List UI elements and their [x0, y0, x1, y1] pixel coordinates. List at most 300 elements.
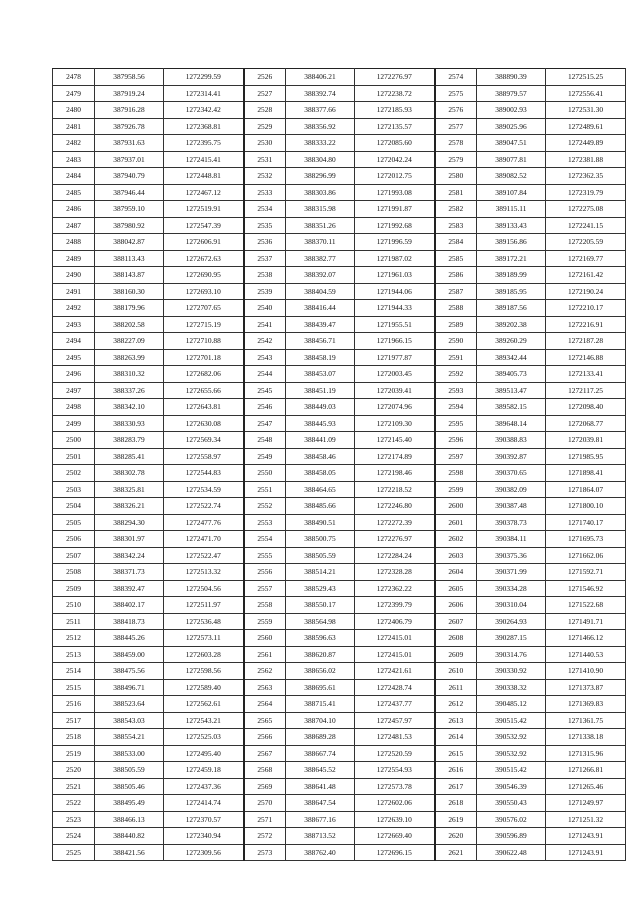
- x-coordinate-cell: 389189.99: [477, 267, 546, 284]
- point-number-cell: 2598: [435, 465, 477, 482]
- y-coordinate-cell: 1272216.91: [546, 316, 626, 333]
- x-coordinate-cell: 389648.14: [477, 415, 546, 432]
- point-number-cell: 2590: [435, 333, 477, 350]
- x-coordinate-cell: 390375.36: [477, 547, 546, 564]
- table-row: [53, 564, 626, 581]
- point-number-cell: 2482: [53, 135, 95, 152]
- table-row: [53, 844, 626, 861]
- x-coordinate-cell: 390384.11: [477, 531, 546, 548]
- point-number-cell: 2572: [244, 828, 286, 845]
- table-row: [53, 300, 626, 317]
- point-number-cell: 2552: [244, 498, 286, 515]
- x-coordinate-cell: 388564.98: [286, 613, 355, 630]
- point-number-cell: 2536: [244, 234, 286, 251]
- x-coordinate-cell: 388445.26: [95, 630, 164, 647]
- point-number-cell: 2566: [244, 729, 286, 746]
- table-row: [53, 415, 626, 432]
- point-number-cell: 2525: [53, 844, 95, 861]
- x-coordinate-cell: 388514.21: [286, 564, 355, 581]
- point-number-cell: 2560: [244, 630, 286, 647]
- point-number-cell: 2494: [53, 333, 95, 350]
- x-coordinate-cell: 388695.61: [286, 679, 355, 696]
- point-number-cell: 2547: [244, 415, 286, 432]
- x-coordinate-cell: 388325.81: [95, 481, 164, 498]
- y-coordinate-cell: 1271991.87: [355, 201, 435, 218]
- x-coordinate-cell: 390370.65: [477, 465, 546, 482]
- point-number-cell: 2555: [244, 547, 286, 564]
- point-number-cell: 2492: [53, 300, 95, 317]
- table-row: [53, 432, 626, 449]
- point-number-cell: 2486: [53, 201, 95, 218]
- x-coordinate-cell: 388715.41: [286, 696, 355, 713]
- y-coordinate-cell: 1271466.12: [546, 630, 626, 647]
- point-number-cell: 2601: [435, 514, 477, 531]
- y-coordinate-cell: 1272437.77: [355, 696, 435, 713]
- point-number-cell: 2501: [53, 448, 95, 465]
- point-number-cell: 2528: [244, 102, 286, 119]
- x-coordinate-cell: 388304.80: [286, 151, 355, 168]
- x-coordinate-cell: 387931.63: [95, 135, 164, 152]
- y-coordinate-cell: 1271592.71: [546, 564, 626, 581]
- x-coordinate-cell: 388179.96: [95, 300, 164, 317]
- table-row: [53, 283, 626, 300]
- point-number-cell: 2594: [435, 399, 477, 416]
- y-coordinate-cell: 1272602.06: [355, 795, 435, 812]
- y-coordinate-cell: 1272715.19: [164, 316, 244, 333]
- x-coordinate-cell: 387959.10: [95, 201, 164, 218]
- point-number-cell: 2589: [435, 316, 477, 333]
- x-coordinate-cell: 388704.10: [286, 712, 355, 729]
- y-coordinate-cell: 1272218.52: [355, 481, 435, 498]
- x-coordinate-cell: 389156.86: [477, 234, 546, 251]
- x-coordinate-cell: 388485.66: [286, 498, 355, 515]
- table-row: [53, 184, 626, 201]
- x-coordinate-cell: 390330.92: [477, 663, 546, 680]
- x-coordinate-cell: 388263.99: [95, 349, 164, 366]
- table-row: [53, 646, 626, 663]
- x-coordinate-cell: 388370.11: [286, 234, 355, 251]
- point-number-cell: 2519: [53, 745, 95, 762]
- y-coordinate-cell: 1272299.59: [164, 69, 244, 86]
- y-coordinate-cell: 1271440.53: [546, 646, 626, 663]
- x-coordinate-cell: 389002.93: [477, 102, 546, 119]
- y-coordinate-cell: 1272362.22: [355, 580, 435, 597]
- x-coordinate-cell: 388459.00: [95, 646, 164, 663]
- y-coordinate-cell: 1272039.41: [355, 382, 435, 399]
- y-coordinate-cell: 1272406.79: [355, 613, 435, 630]
- y-coordinate-cell: 1272437.36: [164, 778, 244, 795]
- y-coordinate-cell: 1271800.10: [546, 498, 626, 515]
- point-number-cell: 2554: [244, 531, 286, 548]
- y-coordinate-cell: 1272399.79: [355, 597, 435, 614]
- point-number-cell: 2559: [244, 613, 286, 630]
- y-coordinate-cell: 1272630.08: [164, 415, 244, 432]
- x-coordinate-cell: 388495.49: [95, 795, 164, 812]
- point-number-cell: 2621: [435, 844, 477, 861]
- x-coordinate-cell: 389342.44: [477, 349, 546, 366]
- point-number-cell: 2583: [435, 217, 477, 234]
- point-number-cell: 2593: [435, 382, 477, 399]
- x-coordinate-cell: 388440.82: [95, 828, 164, 845]
- y-coordinate-cell: 1272573.11: [164, 630, 244, 647]
- y-coordinate-cell: 1272368.81: [164, 118, 244, 135]
- x-coordinate-cell: 390392.87: [477, 448, 546, 465]
- x-coordinate-cell: 388890.39: [477, 69, 546, 86]
- point-number-cell: 2489: [53, 250, 95, 267]
- x-coordinate-cell: 388377.66: [286, 102, 355, 119]
- y-coordinate-cell: 1272012.75: [355, 168, 435, 185]
- y-coordinate-cell: 1271369.83: [546, 696, 626, 713]
- table-row: [53, 531, 626, 548]
- y-coordinate-cell: 1272135.57: [355, 118, 435, 135]
- y-coordinate-cell: 1272643.81: [164, 399, 244, 416]
- table-row: [53, 630, 626, 647]
- point-number-cell: 2520: [53, 762, 95, 779]
- y-coordinate-cell: 1272328.28: [355, 564, 435, 581]
- x-coordinate-cell: 388402.17: [95, 597, 164, 614]
- y-coordinate-cell: 1272471.70: [164, 531, 244, 548]
- x-coordinate-cell: 388458.05: [286, 465, 355, 482]
- point-number-cell: 2479: [53, 85, 95, 102]
- y-coordinate-cell: 1271243.91: [546, 844, 626, 861]
- x-coordinate-cell: 390338.32: [477, 679, 546, 696]
- x-coordinate-cell: 388294.30: [95, 514, 164, 531]
- table-row: [53, 481, 626, 498]
- x-coordinate-cell: 388160.30: [95, 283, 164, 300]
- point-number-cell: 2498: [53, 399, 95, 416]
- point-number-cell: 2535: [244, 217, 286, 234]
- point-number-cell: 2513: [53, 646, 95, 663]
- y-coordinate-cell: 1271373.87: [546, 679, 626, 696]
- y-coordinate-cell: 1272531.30: [546, 102, 626, 119]
- x-coordinate-cell: 388762.40: [286, 844, 355, 861]
- point-number-cell: 2508: [53, 564, 95, 581]
- y-coordinate-cell: 1271996.59: [355, 234, 435, 251]
- point-number-cell: 2614: [435, 729, 477, 746]
- y-coordinate-cell: 1272522.74: [164, 498, 244, 515]
- point-number-cell: 2506: [53, 531, 95, 548]
- point-number-cell: 2539: [244, 283, 286, 300]
- y-coordinate-cell: 1272534.59: [164, 481, 244, 498]
- y-coordinate-cell: 1272459.18: [164, 762, 244, 779]
- point-number-cell: 2592: [435, 366, 477, 383]
- y-coordinate-cell: 1272068.77: [546, 415, 626, 432]
- y-coordinate-cell: 1272682.06: [164, 366, 244, 383]
- table-row: [53, 465, 626, 482]
- x-coordinate-cell: 390485.12: [477, 696, 546, 713]
- point-number-cell: 2524: [53, 828, 95, 845]
- table-row: [53, 448, 626, 465]
- table-row: [53, 201, 626, 218]
- x-coordinate-cell: 389260.29: [477, 333, 546, 350]
- point-number-cell: 2609: [435, 646, 477, 663]
- x-coordinate-cell: 388421.56: [95, 844, 164, 861]
- y-coordinate-cell: 1272701.18: [164, 349, 244, 366]
- x-coordinate-cell: 390314.76: [477, 646, 546, 663]
- point-number-cell: 2605: [435, 580, 477, 597]
- point-number-cell: 2544: [244, 366, 286, 383]
- point-number-cell: 2574: [435, 69, 477, 86]
- point-number-cell: 2553: [244, 514, 286, 531]
- point-number-cell: 2596: [435, 432, 477, 449]
- point-number-cell: 2618: [435, 795, 477, 812]
- y-coordinate-cell: 1272039.81: [546, 432, 626, 449]
- point-number-cell: 2517: [53, 712, 95, 729]
- y-coordinate-cell: 1272558.97: [164, 448, 244, 465]
- x-coordinate-cell: 390371.99: [477, 564, 546, 581]
- y-coordinate-cell: 1272238.72: [355, 85, 435, 102]
- point-number-cell: 2584: [435, 234, 477, 251]
- point-number-cell: 2500: [53, 432, 95, 449]
- table-row: [53, 745, 626, 762]
- x-coordinate-cell: 388490.51: [286, 514, 355, 531]
- x-coordinate-cell: 388356.92: [286, 118, 355, 135]
- x-coordinate-cell: 388143.87: [95, 267, 164, 284]
- x-coordinate-cell: 387926.78: [95, 118, 164, 135]
- x-coordinate-cell: 388404.59: [286, 283, 355, 300]
- y-coordinate-cell: 1272275.08: [546, 201, 626, 218]
- x-coordinate-cell: 388441.09: [286, 432, 355, 449]
- y-coordinate-cell: 1272309.56: [164, 844, 244, 861]
- x-coordinate-cell: 388505.46: [95, 778, 164, 795]
- y-coordinate-cell: 1271944.33: [355, 300, 435, 317]
- table-row: [53, 613, 626, 630]
- x-coordinate-cell: 390515.42: [477, 712, 546, 729]
- x-coordinate-cell: 389172.21: [477, 250, 546, 267]
- x-coordinate-cell: 388449.03: [286, 399, 355, 416]
- point-number-cell: 2532: [244, 168, 286, 185]
- y-coordinate-cell: 1272556.41: [546, 85, 626, 102]
- point-number-cell: 2530: [244, 135, 286, 152]
- point-number-cell: 2507: [53, 547, 95, 564]
- table-row: [53, 316, 626, 333]
- point-number-cell: 2557: [244, 580, 286, 597]
- point-number-cell: 2534: [244, 201, 286, 218]
- y-coordinate-cell: 1271992.68: [355, 217, 435, 234]
- coordinate-table: [52, 68, 626, 861]
- x-coordinate-cell: 390264.93: [477, 613, 546, 630]
- y-coordinate-cell: 1272421.61: [355, 663, 435, 680]
- y-coordinate-cell: 1271961.03: [355, 267, 435, 284]
- point-number-cell: 2579: [435, 151, 477, 168]
- y-coordinate-cell: 1272481.53: [355, 729, 435, 746]
- point-number-cell: 2581: [435, 184, 477, 201]
- y-coordinate-cell: 1272504.56: [164, 580, 244, 597]
- point-number-cell: 2496: [53, 366, 95, 383]
- y-coordinate-cell: 1272161.42: [546, 267, 626, 284]
- point-number-cell: 2484: [53, 168, 95, 185]
- point-number-cell: 2537: [244, 250, 286, 267]
- x-coordinate-cell: 388466.13: [95, 811, 164, 828]
- point-number-cell: 2490: [53, 267, 95, 284]
- table-row: [53, 811, 626, 828]
- y-coordinate-cell: 1271662.06: [546, 547, 626, 564]
- point-number-cell: 2491: [53, 283, 95, 300]
- x-coordinate-cell: 388342.24: [95, 547, 164, 564]
- point-number-cell: 2495: [53, 349, 95, 366]
- x-coordinate-cell: 388416.44: [286, 300, 355, 317]
- x-coordinate-cell: 388042.87: [95, 234, 164, 251]
- point-number-cell: 2611: [435, 679, 477, 696]
- point-number-cell: 2587: [435, 283, 477, 300]
- y-coordinate-cell: 1271955.51: [355, 316, 435, 333]
- y-coordinate-cell: 1272519.91: [164, 201, 244, 218]
- y-coordinate-cell: 1272520.59: [355, 745, 435, 762]
- x-coordinate-cell: 388371.73: [95, 564, 164, 581]
- y-coordinate-cell: 1272655.66: [164, 382, 244, 399]
- point-number-cell: 2548: [244, 432, 286, 449]
- x-coordinate-cell: 387937.01: [95, 151, 164, 168]
- x-coordinate-cell: 388283.79: [95, 432, 164, 449]
- x-coordinate-cell: 389405.73: [477, 366, 546, 383]
- x-coordinate-cell: 388301.97: [95, 531, 164, 548]
- table-row: [53, 102, 626, 119]
- x-coordinate-cell: 388620.87: [286, 646, 355, 663]
- x-coordinate-cell: 389047.51: [477, 135, 546, 152]
- y-coordinate-cell: 1271491.71: [546, 613, 626, 630]
- x-coordinate-cell: 389187.56: [477, 300, 546, 317]
- point-number-cell: 2613: [435, 712, 477, 729]
- table-row: [53, 382, 626, 399]
- y-coordinate-cell: 1272672.63: [164, 250, 244, 267]
- table-row: [53, 696, 626, 713]
- x-coordinate-cell: 388392.47: [95, 580, 164, 597]
- point-number-cell: 2526: [244, 69, 286, 86]
- point-number-cell: 2570: [244, 795, 286, 812]
- x-coordinate-cell: 388330.93: [95, 415, 164, 432]
- y-coordinate-cell: 1272198.46: [355, 465, 435, 482]
- table-row: [53, 514, 626, 531]
- y-coordinate-cell: 1272428.74: [355, 679, 435, 696]
- y-coordinate-cell: 1272606.91: [164, 234, 244, 251]
- x-coordinate-cell: 389582.15: [477, 399, 546, 416]
- x-coordinate-cell: 390378.73: [477, 514, 546, 531]
- x-coordinate-cell: 390532.92: [477, 745, 546, 762]
- x-coordinate-cell: 388505.59: [95, 762, 164, 779]
- point-number-cell: 2556: [244, 564, 286, 581]
- y-coordinate-cell: 1272187.28: [546, 333, 626, 350]
- point-number-cell: 2527: [244, 85, 286, 102]
- y-coordinate-cell: 1272370.57: [164, 811, 244, 828]
- table-row: [53, 597, 626, 614]
- point-number-cell: 2571: [244, 811, 286, 828]
- y-coordinate-cell: 1271243.91: [546, 828, 626, 845]
- table-row: [53, 349, 626, 366]
- y-coordinate-cell: 1271977.87: [355, 349, 435, 366]
- y-coordinate-cell: 1272342.42: [164, 102, 244, 119]
- point-number-cell: 2616: [435, 762, 477, 779]
- y-coordinate-cell: 1272669.40: [355, 828, 435, 845]
- x-coordinate-cell: 388302.78: [95, 465, 164, 482]
- x-coordinate-cell: 388406.21: [286, 69, 355, 86]
- point-number-cell: 2563: [244, 679, 286, 696]
- x-coordinate-cell: 389107.84: [477, 184, 546, 201]
- y-coordinate-cell: 1272569.34: [164, 432, 244, 449]
- y-coordinate-cell: 1272589.40: [164, 679, 244, 696]
- table-row: [53, 250, 626, 267]
- x-coordinate-cell: 388303.86: [286, 184, 355, 201]
- point-number-cell: 2586: [435, 267, 477, 284]
- y-coordinate-cell: 1272085.60: [355, 135, 435, 152]
- point-number-cell: 2551: [244, 481, 286, 498]
- y-coordinate-cell: 1271695.73: [546, 531, 626, 548]
- point-number-cell: 2509: [53, 580, 95, 597]
- x-coordinate-cell: 387919.24: [95, 85, 164, 102]
- y-coordinate-cell: 1271266.81: [546, 762, 626, 779]
- x-coordinate-cell: 388523.64: [95, 696, 164, 713]
- y-coordinate-cell: 1271410.90: [546, 663, 626, 680]
- point-number-cell: 2478: [53, 69, 95, 86]
- x-coordinate-cell: 389185.95: [477, 283, 546, 300]
- table-row: [53, 267, 626, 284]
- point-number-cell: 2615: [435, 745, 477, 762]
- x-coordinate-cell: 388296.99: [286, 168, 355, 185]
- table-row: [53, 679, 626, 696]
- point-number-cell: 2533: [244, 184, 286, 201]
- table-row: [53, 547, 626, 564]
- x-coordinate-cell: 388227.09: [95, 333, 164, 350]
- y-coordinate-cell: 1271338.18: [546, 729, 626, 746]
- point-number-cell: 2568: [244, 762, 286, 779]
- y-coordinate-cell: 1271522.68: [546, 597, 626, 614]
- table-row: [53, 663, 626, 680]
- x-coordinate-cell: 388113.43: [95, 250, 164, 267]
- x-coordinate-cell: 390550.43: [477, 795, 546, 812]
- x-coordinate-cell: 388315.98: [286, 201, 355, 218]
- x-coordinate-cell: 390596.89: [477, 828, 546, 845]
- point-number-cell: 2617: [435, 778, 477, 795]
- x-coordinate-cell: 388645.52: [286, 762, 355, 779]
- y-coordinate-cell: 1271249.97: [546, 795, 626, 812]
- point-number-cell: 2573: [244, 844, 286, 861]
- point-number-cell: 2531: [244, 151, 286, 168]
- x-coordinate-cell: 388392.74: [286, 85, 355, 102]
- table-row: [53, 217, 626, 234]
- y-coordinate-cell: 1272525.03: [164, 729, 244, 746]
- y-coordinate-cell: 1272554.93: [355, 762, 435, 779]
- y-coordinate-cell: 1272276.97: [355, 531, 435, 548]
- y-coordinate-cell: 1272573.78: [355, 778, 435, 795]
- x-coordinate-cell: 387958.56: [95, 69, 164, 86]
- point-number-cell: 2569: [244, 778, 286, 795]
- point-number-cell: 2607: [435, 613, 477, 630]
- x-coordinate-cell: 389077.81: [477, 151, 546, 168]
- point-number-cell: 2510: [53, 597, 95, 614]
- y-coordinate-cell: 1272414.74: [164, 795, 244, 812]
- x-coordinate-cell: 387980.92: [95, 217, 164, 234]
- point-number-cell: 2503: [53, 481, 95, 498]
- point-number-cell: 2597: [435, 448, 477, 465]
- y-coordinate-cell: 1271993.08: [355, 184, 435, 201]
- y-coordinate-cell: 1272003.45: [355, 366, 435, 383]
- x-coordinate-cell: 388656.02: [286, 663, 355, 680]
- point-number-cell: 2542: [244, 333, 286, 350]
- x-coordinate-cell: 390515.42: [477, 762, 546, 779]
- x-coordinate-cell: 388439.47: [286, 316, 355, 333]
- point-number-cell: 2578: [435, 135, 477, 152]
- y-coordinate-cell: 1272276.97: [355, 69, 435, 86]
- y-coordinate-cell: 1271315.96: [546, 745, 626, 762]
- x-coordinate-cell: 390382.09: [477, 481, 546, 498]
- y-coordinate-cell: 1272710.88: [164, 333, 244, 350]
- y-coordinate-cell: 1272449.89: [546, 135, 626, 152]
- y-coordinate-cell: 1272696.15: [355, 844, 435, 861]
- x-coordinate-cell: 388500.75: [286, 531, 355, 548]
- point-number-cell: 2522: [53, 795, 95, 812]
- point-number-cell: 2523: [53, 811, 95, 828]
- point-number-cell: 2595: [435, 415, 477, 432]
- point-number-cell: 2480: [53, 102, 95, 119]
